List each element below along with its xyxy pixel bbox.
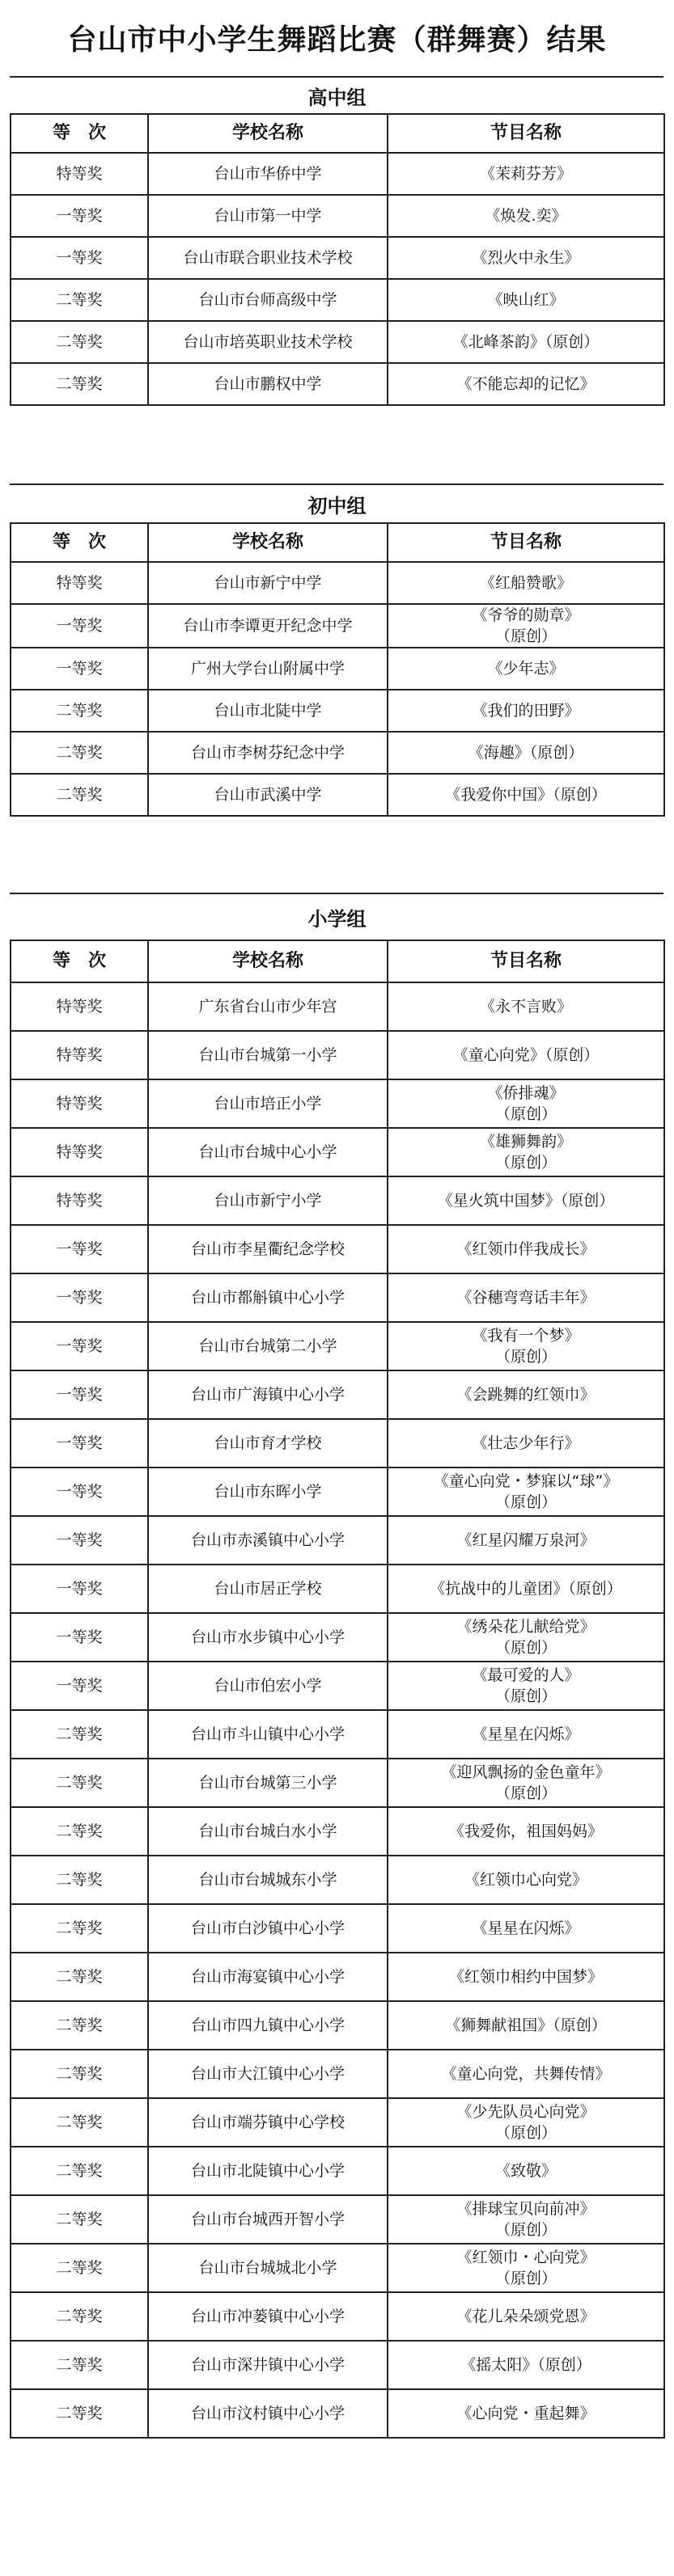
program-name-line: 《童心向党，共舞传情》 xyxy=(441,2065,611,2083)
school-name: 台山市李谭更开纪念中学 xyxy=(148,604,388,648)
table-row xyxy=(11,363,664,405)
program-name xyxy=(388,2050,664,2098)
program-name-line: 《花儿朵朵颂党恩》 xyxy=(456,2308,596,2325)
table-header-row xyxy=(11,523,664,562)
program-name xyxy=(388,1904,664,1953)
table-row xyxy=(11,690,664,732)
program-name-line: 《不能忘却的记忆》 xyxy=(456,375,596,393)
program-name xyxy=(388,2195,664,2244)
program-name-line: 《烈火中永生》 xyxy=(472,249,580,267)
program-name xyxy=(388,1662,664,1710)
award-rank: 一等奖 xyxy=(11,604,148,648)
table-row xyxy=(11,153,664,195)
award-rank: 二等奖 xyxy=(11,2292,148,2341)
school-name: 台山市斗山镇中心小学 xyxy=(148,1710,388,1759)
award-rank: 二等奖 xyxy=(11,1904,148,1953)
table-row xyxy=(11,2147,664,2195)
school-name: 台山市居正学校 xyxy=(148,1565,388,1613)
program-name-line: 《红领巾相约中国梦》 xyxy=(448,1968,603,1986)
table-row xyxy=(11,1176,664,1225)
program-name-line: 《红船赞歌》 xyxy=(479,574,572,592)
table-row xyxy=(11,2050,664,2098)
table-row xyxy=(11,1953,664,2001)
header-rank: 等 次 xyxy=(11,523,148,562)
program-name xyxy=(388,2098,664,2147)
header-rank: 等 次 xyxy=(11,940,148,982)
school-name: 台山市新宁小学 xyxy=(148,1176,388,1225)
school-name: 广州大学台山附属中学 xyxy=(148,648,388,690)
school-name: 台山市新宁中学 xyxy=(148,562,388,604)
program-name-line: 《星星在闪烁》 xyxy=(472,1919,580,1937)
program-name-line: 《童心向党・梦寐以“球”》 xyxy=(433,1472,619,1490)
program-name xyxy=(388,648,664,690)
program-name xyxy=(388,1128,664,1176)
program-name xyxy=(388,153,664,195)
program-name xyxy=(388,279,664,321)
program-name-line: （原创） xyxy=(494,2221,557,2239)
table-row xyxy=(11,2195,664,2244)
table-row xyxy=(11,732,664,774)
program-name-line: 《我们的田野》 xyxy=(472,702,580,720)
table-header-row xyxy=(11,114,664,153)
award-rank: 二等奖 xyxy=(11,1759,148,1807)
school-name: 台山市台城中心小学 xyxy=(148,1128,388,1176)
program-name-line: 《少先队员心向党》 xyxy=(456,2103,596,2121)
program-name-line: 《我有一个梦》 xyxy=(472,1327,580,1345)
school-name: 台山市联合职业技术学校 xyxy=(148,237,388,279)
program-name xyxy=(388,690,664,732)
program-name xyxy=(388,562,664,604)
program-name xyxy=(388,1225,664,1273)
award-rank: 二等奖 xyxy=(11,1710,148,1759)
program-name xyxy=(388,1613,664,1662)
award-rank: 二等奖 xyxy=(11,279,148,321)
table-row xyxy=(11,1710,664,1759)
program-name xyxy=(388,237,664,279)
program-name xyxy=(388,2341,664,2389)
program-name xyxy=(388,1322,664,1370)
program-name-line: 《绣朵花儿献给党》 xyxy=(456,1618,596,1636)
award-rank: 二等奖 xyxy=(11,2098,148,2147)
program-name xyxy=(388,2389,664,2438)
program-name xyxy=(388,2244,664,2292)
program-name-line: 《致敬》 xyxy=(494,2162,557,2180)
award-rank: 一等奖 xyxy=(11,648,148,690)
section-title: 高中组 xyxy=(307,86,367,109)
table-row xyxy=(11,2001,664,2050)
award-rank: 特等奖 xyxy=(11,153,148,195)
program-name-line: 《红领巾・心向党》 xyxy=(456,2249,596,2266)
program-name-line: 《侨排魂》 xyxy=(487,1084,565,1102)
program-name-line: 《红星闪耀万泉河》 xyxy=(456,1531,596,1549)
program-name-line: 《迎风飘扬的金色童年》 xyxy=(441,1763,611,1781)
table-row xyxy=(11,195,664,237)
table-row xyxy=(11,774,664,816)
award-rank: 二等奖 xyxy=(11,2050,148,2098)
program-name-line: 《心向党・重起舞》 xyxy=(456,2405,596,2422)
program-name-line: 《狮舞献祖国》（原创） xyxy=(445,2016,607,2034)
school-name: 广东省台山市少年宫 xyxy=(148,982,388,1031)
program-name xyxy=(388,1710,664,1759)
table-row xyxy=(11,1079,664,1128)
award-rank: 特等奖 xyxy=(11,562,148,604)
program-name-line: 《红领巾心向党》 xyxy=(464,1871,587,1889)
school-name: 台山市水步镇中心小学 xyxy=(148,1613,388,1662)
school-name: 台山市四九镇中心小学 xyxy=(148,2001,388,2050)
school-name: 台山市鹏权中学 xyxy=(148,363,388,405)
school-name: 台山市都斛镇中心小学 xyxy=(148,1273,388,1322)
school-name: 台山市北陡中学 xyxy=(148,690,388,732)
award-rank: 二等奖 xyxy=(11,363,148,405)
award-rank: 二等奖 xyxy=(11,321,148,363)
award-rank: 特等奖 xyxy=(11,1176,148,1225)
program-name xyxy=(388,604,664,648)
school-name: 台山市培英职业技术学校 xyxy=(148,321,388,363)
award-rank: 二等奖 xyxy=(11,2244,148,2292)
header-program: 节目名称 xyxy=(388,114,664,153)
table-row xyxy=(11,1370,664,1419)
table-row xyxy=(11,1856,664,1904)
program-name-line: 《永不言败》 xyxy=(479,998,572,1016)
program-name-line: 《壮志少年行》 xyxy=(472,1434,580,1452)
program-name-line: 《茉莉芬芳》 xyxy=(479,165,572,183)
award-rank: 二等奖 xyxy=(11,1856,148,1904)
table-row xyxy=(11,2389,664,2438)
award-rank: 二等奖 xyxy=(11,2389,148,2438)
results-table xyxy=(10,522,665,817)
award-rank: 一等奖 xyxy=(11,195,148,237)
table-row xyxy=(11,1128,664,1176)
award-rank: 二等奖 xyxy=(11,2341,148,2389)
table-row xyxy=(11,1419,664,1467)
program-name-line: 《焕发.奕》 xyxy=(485,207,567,225)
school-name: 台山市深井镇中心小学 xyxy=(148,2341,388,2389)
page-title: 台山市中小学生舞蹈比赛（群舞赛）结果 xyxy=(67,23,607,57)
school-name: 台山市赤溪镇中心小学 xyxy=(148,1516,388,1565)
award-rank: 一等奖 xyxy=(11,1467,148,1516)
program-name xyxy=(388,1176,664,1225)
program-name xyxy=(388,1419,664,1467)
school-name: 台山市台师高级中学 xyxy=(148,279,388,321)
program-name xyxy=(388,1807,664,1856)
award-rank: 一等奖 xyxy=(11,1322,148,1370)
program-name-line: 《抗战中的儿童团》（原创） xyxy=(430,1580,622,1598)
program-name-line: 《红领巾伴我成长》 xyxy=(456,1240,596,1258)
table-row xyxy=(11,1662,664,1710)
school-name: 台山市培正小学 xyxy=(148,1079,388,1128)
school-name: 台山市武溪中学 xyxy=(148,774,388,816)
school-name: 台山市汶村镇中心小学 xyxy=(148,2389,388,2438)
program-name xyxy=(388,1273,664,1322)
award-rank: 一等奖 xyxy=(11,237,148,279)
program-name xyxy=(388,774,664,816)
school-name: 台山市北陡镇中心小学 xyxy=(148,2147,388,2195)
program-name-line: 《谷穗弯弯话丰年》 xyxy=(456,1289,596,1307)
section-title: 小学组 xyxy=(307,907,367,931)
program-name-line: 《映山红》 xyxy=(487,291,565,309)
award-rank: 特等奖 xyxy=(11,1079,148,1128)
table-row xyxy=(11,1565,664,1613)
program-name-line: （原创） xyxy=(494,1784,557,1802)
school-name: 台山市台城城东小学 xyxy=(148,1856,388,1904)
school-name: 台山市广海镇中心小学 xyxy=(148,1370,388,1419)
program-name-line: （原创） xyxy=(494,1348,557,1366)
program-name xyxy=(388,1759,664,1807)
award-rank: 二等奖 xyxy=(11,2147,148,2195)
program-name xyxy=(388,1079,664,1128)
program-name xyxy=(388,1953,664,2001)
table-row xyxy=(11,1225,664,1273)
header-program: 节目名称 xyxy=(388,940,664,982)
table-row xyxy=(11,982,664,1031)
award-rank: 一等奖 xyxy=(11,1225,148,1273)
school-name: 台山市台城第一小学 xyxy=(148,1031,388,1079)
section-title: 初中组 xyxy=(307,494,367,517)
award-rank: 一等奖 xyxy=(11,1516,148,1565)
program-name xyxy=(388,2292,664,2341)
award-rank: 特等奖 xyxy=(11,982,148,1031)
table-row xyxy=(11,1322,664,1370)
table-header-row xyxy=(11,940,664,982)
program-name-line: （原创） xyxy=(494,2270,557,2287)
table-row xyxy=(11,2244,664,2292)
program-name-line: 《最可爱的人》 xyxy=(472,1666,580,1684)
school-name: 台山市海宴镇中心小学 xyxy=(148,1953,388,2001)
results-table xyxy=(10,113,665,406)
table-row xyxy=(11,2341,664,2389)
program-name-line: 《我爱你，祖国妈妈》 xyxy=(448,1822,603,1840)
school-name: 台山市端芬镇中心学校 xyxy=(148,2098,388,2147)
award-rank: 一等奖 xyxy=(11,1565,148,1613)
header-school: 学校名称 xyxy=(148,523,388,562)
program-name-line: 《排球宝贝向前冲》 xyxy=(456,2200,596,2218)
award-rank: 一等奖 xyxy=(11,1613,148,1662)
program-name-line: 《海趣》（原创） xyxy=(468,744,584,762)
school-name: 台山市台城第三小学 xyxy=(148,1759,388,1807)
school-name: 台山市台城白水小学 xyxy=(148,1807,388,1856)
program-name-line: 《我爱你中国》（原创） xyxy=(445,786,607,804)
program-name-line: （原创） xyxy=(494,627,557,645)
program-name-line: 《北峰茶韵》（原创） xyxy=(452,333,600,351)
program-name-line: （原创） xyxy=(494,2124,557,2142)
table-row xyxy=(11,321,664,363)
table-row xyxy=(11,1031,664,1079)
program-name-line: 《星火筑中国梦》（原创） xyxy=(437,1192,615,1210)
award-rank: 一等奖 xyxy=(11,1419,148,1467)
table-row xyxy=(11,279,664,321)
award-rank: 一等奖 xyxy=(11,1662,148,1710)
program-name-line: 《爷爷的勋章》 xyxy=(472,606,580,624)
program-name-line: 《星星在闪烁》 xyxy=(472,1725,580,1743)
school-name: 台山市伯宏小学 xyxy=(148,1662,388,1710)
program-name xyxy=(388,1467,664,1516)
school-name: 台山市冲蒌镇中心小学 xyxy=(148,2292,388,2341)
school-name: 台山市育才学校 xyxy=(148,1419,388,1467)
program-name-line: 《少年志》 xyxy=(487,660,565,678)
program-name xyxy=(388,1856,664,1904)
school-name: 台山市东晖小学 xyxy=(148,1467,388,1516)
table-row xyxy=(11,1467,664,1516)
table-row xyxy=(11,1613,664,1662)
award-rank: 二等奖 xyxy=(11,1953,148,2001)
table-row xyxy=(11,1904,664,1953)
school-name: 台山市大江镇中心小学 xyxy=(148,2050,388,2098)
school-name: 台山市第一中学 xyxy=(148,195,388,237)
program-name xyxy=(388,321,664,363)
program-name xyxy=(388,1565,664,1613)
award-rank: 二等奖 xyxy=(11,774,148,816)
school-name: 台山市李树芬纪念中学 xyxy=(148,732,388,774)
table-row xyxy=(11,1807,664,1856)
program-name xyxy=(388,1031,664,1079)
award-rank: 二等奖 xyxy=(11,732,148,774)
header-program: 节目名称 xyxy=(388,523,664,562)
table-row xyxy=(11,237,664,279)
school-name: 台山市台城第二小学 xyxy=(148,1322,388,1370)
table-row xyxy=(11,648,664,690)
award-rank: 一等奖 xyxy=(11,1370,148,1419)
school-name: 台山市台城西开智小学 xyxy=(148,2195,388,2244)
table-row xyxy=(11,562,664,604)
program-name xyxy=(388,982,664,1031)
program-name xyxy=(388,1370,664,1419)
program-name xyxy=(388,363,664,405)
program-name xyxy=(388,2147,664,2195)
table-row xyxy=(11,2098,664,2147)
program-name-line: 《童心向党》（原创） xyxy=(452,1046,600,1064)
award-rank: 二等奖 xyxy=(11,690,148,732)
award-rank: 二等奖 xyxy=(11,2195,148,2244)
table-row xyxy=(11,1273,664,1322)
header-school: 学校名称 xyxy=(148,940,388,982)
table-row xyxy=(11,1516,664,1565)
table-row xyxy=(11,1759,664,1807)
table-row xyxy=(11,2292,664,2341)
award-rank: 二等奖 xyxy=(11,1807,148,1856)
school-name: 台山市华侨中学 xyxy=(148,153,388,195)
program-name-line: 《雄狮舞韵》 xyxy=(479,1133,572,1151)
program-name xyxy=(388,195,664,237)
program-name xyxy=(388,1516,664,1565)
school-name: 台山市李星衢纪念学校 xyxy=(148,1225,388,1273)
award-rank: 特等奖 xyxy=(11,1128,148,1176)
school-name: 台山市白沙镇中心小学 xyxy=(148,1904,388,1953)
program-name-line: （原创） xyxy=(494,1639,557,1657)
award-rank: 二等奖 xyxy=(11,2001,148,2050)
program-name-line: （原创） xyxy=(494,1493,557,1511)
program-name-line: （原创） xyxy=(494,1105,557,1123)
header-rank: 等 次 xyxy=(11,114,148,153)
program-name-line: 《会跳舞的红领巾》 xyxy=(456,1386,596,1404)
program-name xyxy=(388,732,664,774)
program-name xyxy=(388,2001,664,2050)
program-name-line: （原创） xyxy=(494,1687,557,1705)
header-school: 学校名称 xyxy=(148,114,388,153)
program-name-line: （原创） xyxy=(494,1154,557,1172)
table-row xyxy=(11,604,664,648)
program-name-line: 《摇太阳》（原创） xyxy=(460,2356,591,2374)
results-table xyxy=(10,940,665,2439)
award-rank: 特等奖 xyxy=(11,1031,148,1079)
award-rank: 一等奖 xyxy=(11,1273,148,1322)
school-name: 台山市台城城北小学 xyxy=(148,2244,388,2292)
